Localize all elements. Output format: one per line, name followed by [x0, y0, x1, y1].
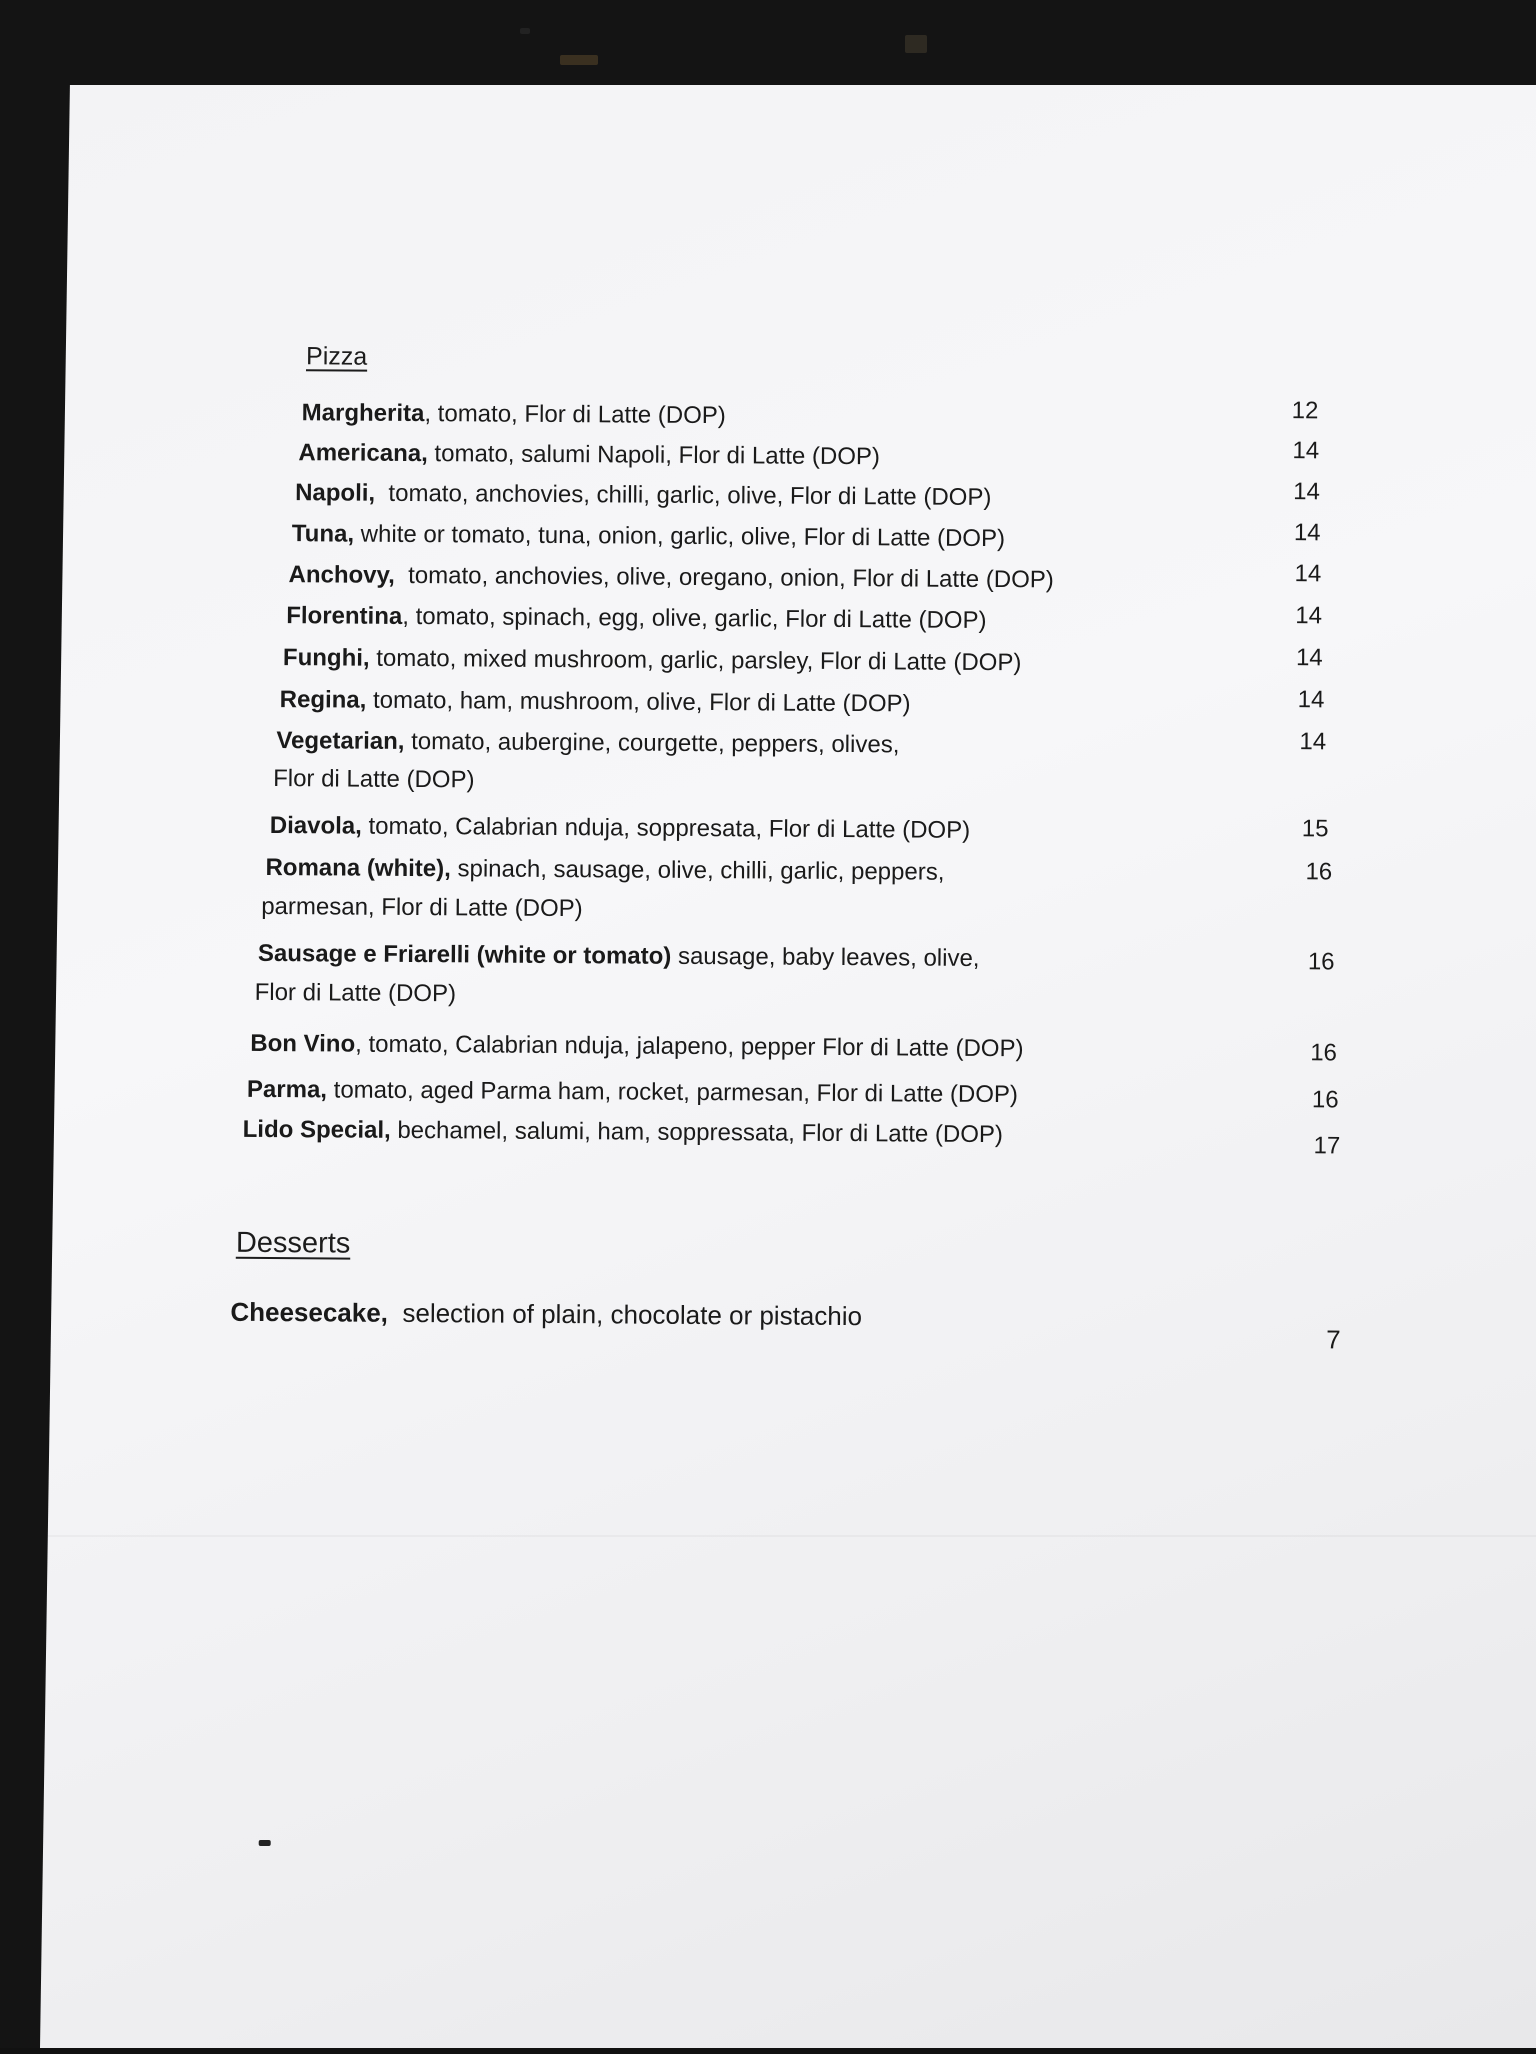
paper-mark — [259, 1840, 271, 1846]
item-description: tomato, aubergine, courgette, peppers, olives, — [404, 727, 900, 759]
item-description: tomato, anchovies, olive, oregano, onion, Flor di Latte (DOP) — [394, 561, 1054, 594]
menu-item-lido-special — [243, 1109, 1004, 1155]
item-description: tomato, mixed mushroom, garlic, parsley, Flor di Latte (DOP) — [369, 644, 1022, 677]
item-name: Sausage e Friarelli (white or tomato) — [257, 939, 672, 970]
item-price: 15 — [1301, 815, 1329, 843]
item-name: Regina, — [279, 686, 367, 714]
menu-item-americana — [298, 432, 880, 477]
item-price: 14 — [1294, 560, 1322, 588]
menu-item-funghi — [283, 637, 1022, 683]
item-price: 14 — [1293, 478, 1320, 506]
item-price: 17 — [1313, 1132, 1341, 1160]
item-description: , tomato, spinach, egg, olive, garlic, Flor di Latte (DOP) — [402, 602, 987, 634]
menu-item-bon-vino — [250, 1023, 1024, 1069]
item-price: 14 — [1297, 686, 1325, 714]
menu-item-romana — [265, 847, 944, 893]
item-price: 7 — [1326, 1324, 1341, 1355]
item-name: Cheesecake, — [230, 1296, 389, 1328]
item-price: 16 — [1310, 1039, 1338, 1067]
item-price: 14 — [1292, 437, 1320, 465]
menu-item-diavola — [270, 805, 971, 851]
item-name: Vegetarian, — [276, 727, 405, 755]
item-name: Napoli, — [295, 479, 376, 507]
menu-item-anchovy — [288, 554, 1054, 600]
item-name: Parma, — [246, 1075, 328, 1104]
item-price: 14 — [1295, 602, 1323, 630]
item-name: Tuna, — [291, 520, 355, 548]
item-price: 12 — [1291, 397, 1319, 425]
item-description: , tomato, Calabrian nduja, jalapeno, pepper Flor di Latte (DOP) — [355, 1030, 1024, 1063]
item-price: 14 — [1295, 644, 1323, 672]
item-description: spinach, sausage, olive, chilli, garlic, peppers, — [450, 855, 945, 886]
item-description: tomato, anchovies, chilli, garlic, olive, Flor di Latte (DOP) — [375, 479, 992, 512]
item-price: 16 — [1311, 1086, 1339, 1114]
item-description: tomato, Calabrian nduja, soppresata, Flor di Latte (DOP) — [361, 812, 971, 844]
item-description: , tomato, Flor di Latte (DOP) — [424, 400, 726, 430]
item-description: white or tomato, tuna, onion, garlic, olive, Flor di Latte (DOP) — [353, 520, 1006, 553]
item-price: 16 — [1305, 858, 1333, 886]
item-description: bechamel, salumi, ham, soppressata, Flor di Latte (DOP) — [390, 1116, 1004, 1149]
menu-item-parma — [247, 1069, 1018, 1115]
item-name: Diavola, — [269, 811, 362, 840]
item-name: Bon Vino — [250, 1029, 356, 1058]
menu-item-sausage-e-friarelli — [258, 933, 980, 979]
menu-item-florentina — [286, 595, 987, 641]
item-description-continued: Flor di Latte (DOP) — [254, 978, 457, 1008]
item-name: Funghi, — [282, 644, 370, 672]
item-description: tomato, ham, mushroom, olive, Flor di Latte (DOP) — [366, 686, 911, 718]
item-description-continued: Flor di Latte (DOP) — [273, 765, 475, 794]
pizza-section-title: Pizza — [305, 342, 368, 371]
item-price: 14 — [1299, 728, 1327, 756]
item-description: tomato, aged Parma ham, rocket, parmesan, Flor di Latte (DOP) — [326, 1076, 1019, 1109]
item-description: selection of plain, chocolate or pistachio — [387, 1297, 863, 1332]
item-name: Florentina — [286, 602, 403, 630]
item-description: sausage, baby leaves, olive, — [671, 942, 980, 972]
item-name: Margherita — [301, 399, 425, 428]
menu-item-regina — [280, 679, 911, 724]
item-description: tomato, salumi Napoli, Flor di Latte (DOP) — [427, 440, 881, 471]
menu-item-tuna — [292, 513, 1005, 559]
menu-item-cheesecake — [230, 1292, 862, 1337]
item-name: Lido Special, — [242, 1115, 391, 1144]
menu-item-vegetarian — [276, 720, 899, 765]
item-name: Romana (white), — [265, 853, 451, 883]
item-name: Anchovy, — [288, 561, 395, 589]
menu-item-napoli — [295, 472, 992, 518]
menu-item-margherita — [302, 392, 726, 436]
desserts-section-title: Desserts — [235, 1226, 351, 1260]
item-description-continued: parmesan, Flor di Latte (DOP) — [261, 892, 583, 923]
item-name: Americana, — [298, 439, 428, 468]
item-price: 16 — [1307, 948, 1335, 976]
item-price: 14 — [1293, 519, 1321, 547]
